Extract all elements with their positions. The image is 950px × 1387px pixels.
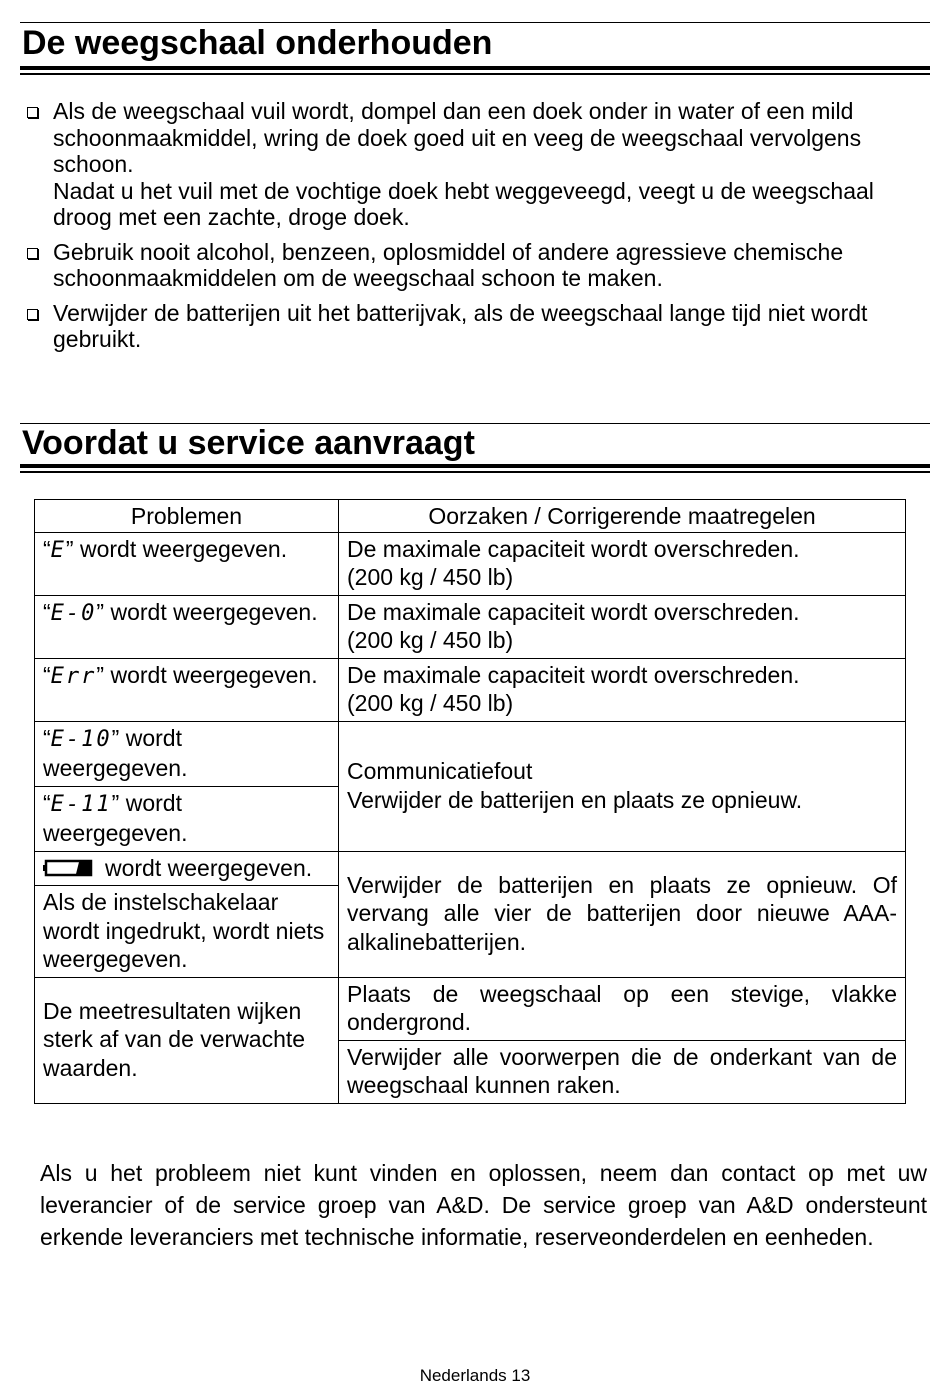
list-item (26, 98, 926, 231)
header-causes: Oorzaken / Corrigerende maatregelen (339, 500, 906, 533)
section1-thin-rule (20, 73, 930, 75)
checkbox-bullet-icon (26, 104, 39, 117)
bullet-text: Verwijder de batterijen uit het batterijvak, als de weegschaal lange tijd niet wordt gebruikt. (53, 299, 868, 352)
problem-cell (35, 532, 339, 595)
cause-text: (200 kg / 450 lb) (347, 627, 514, 653)
problem-cell: De meetresultaten wijken sterk af van de verwachte waarden. (35, 977, 339, 1103)
cause-cell (339, 721, 906, 851)
list-item (26, 239, 926, 292)
cause-text: De maximale capaciteit wordt overschreden. (347, 598, 800, 625)
problem-suffix: wordt weergegeven. (104, 598, 318, 625)
section2-thin-rule (20, 471, 930, 473)
troubleshooting-table (34, 499, 906, 1104)
cause-cell (339, 532, 906, 595)
cause-text: (200 kg / 450 lb) (347, 690, 514, 716)
problem-text: wordt weergegeven. (105, 854, 313, 881)
cause-cell: Verwijder de batterijen en plaats ze opnieuw. Of vervang alle vier de batterijen door nieuwe AAA-alkalinebatterijen. (339, 851, 906, 977)
error-code: Err (50, 663, 97, 689)
problem-suffix: wordt weergegeven. (43, 724, 188, 781)
error-code: E-10 (50, 726, 112, 752)
section1-thick-rule (20, 66, 930, 70)
quote-open: “ (43, 535, 51, 562)
quote-open: “ (43, 724, 51, 751)
low-battery-icon (43, 859, 93, 877)
error-code: E-11 (50, 791, 112, 817)
cause-cell (339, 595, 906, 658)
cause-text: (200 kg / 450 lb) (347, 564, 514, 590)
quote-open: “ (43, 661, 51, 688)
page-footer: Nederlands 13 (419, 1366, 531, 1385)
checkbox-bullet-icon (26, 245, 39, 258)
contact-note: Als u het probleem niet kunt vinden en oplossen, neem dan contact op met uw leverancier of de service groep van A&D. De service groep van A&D ondersteunt erkende leveranciers met technische informatie, reserveonderdelen en eenheden. (40, 1160, 927, 1250)
cause-text: Communicatiefout (347, 758, 533, 784)
list-item (26, 300, 926, 353)
table-row (35, 721, 906, 786)
problem-cell (35, 786, 339, 851)
table-header-row (35, 500, 906, 533)
header-problems: Problemen (35, 500, 339, 533)
problem-suffix: wordt weergegeven. (104, 661, 318, 688)
quote-close: ” (65, 535, 74, 562)
cause-text: De maximale capaciteit wordt overschreden. (347, 661, 800, 688)
section2-title: Voordat u service aanvraagt (22, 424, 475, 462)
table-row (35, 977, 906, 1040)
maintenance-list (26, 98, 926, 361)
problem-suffix: wordt weergegeven. (43, 789, 188, 846)
error-code: E-0 (50, 600, 97, 626)
table-row (35, 658, 906, 721)
table-row (35, 595, 906, 658)
problem-suffix: wordt weergegeven. (73, 535, 288, 562)
quote-open: “ (43, 598, 51, 625)
checkbox-bullet-icon (26, 306, 39, 319)
bullet-text: Gebruik nooit alcohol, benzeen, oplosmiddel of andere agressieve chemische schoonmaakmiddelen om de weegschaal schoon te maken. (53, 238, 844, 291)
problem-cell (35, 851, 339, 886)
quote-close: ” (111, 789, 120, 816)
section1-title: De weegschaal onderhouden (22, 24, 493, 62)
problem-cell: Als de instelschakelaar wordt ingedrukt, wordt niets weergegeven. (35, 886, 339, 978)
quote-close: ” (111, 724, 120, 751)
cause-cell (339, 658, 906, 721)
quote-close: ” (96, 661, 105, 688)
error-code: E (50, 537, 66, 563)
bullet-text: Nadat u het vuil met de vochtige doek hebt weggeveegd, veegt u de weegschaal droog met een zachte, droge doek. (53, 177, 874, 230)
problem-cell (35, 658, 339, 721)
quote-open: “ (43, 789, 51, 816)
table-row (35, 532, 906, 595)
cause-text: Verwijder de batterijen en plaats ze opnieuw. (347, 786, 803, 813)
table-row (35, 851, 906, 886)
cause-cell: Verwijder alle voorwerpen die de onderkant van de weegschaal kunnen raken. (339, 1040, 906, 1103)
problem-cell (35, 595, 339, 658)
bullet-text: Als de weegschaal vuil wordt, dompel dan een doek onder in water of een mild schoonmaakmiddel, wring de doek goed uit en veeg de weegschaal vervolgens schoon. (53, 98, 862, 177)
problem-cell (35, 721, 339, 786)
cause-text: De maximale capaciteit wordt overschreden. (347, 535, 800, 562)
section2-thick-rule (20, 464, 930, 468)
cause-cell: Plaats de weegschaal op een stevige, vlakke ondergrond. (339, 977, 906, 1040)
quote-close: ” (96, 598, 105, 625)
